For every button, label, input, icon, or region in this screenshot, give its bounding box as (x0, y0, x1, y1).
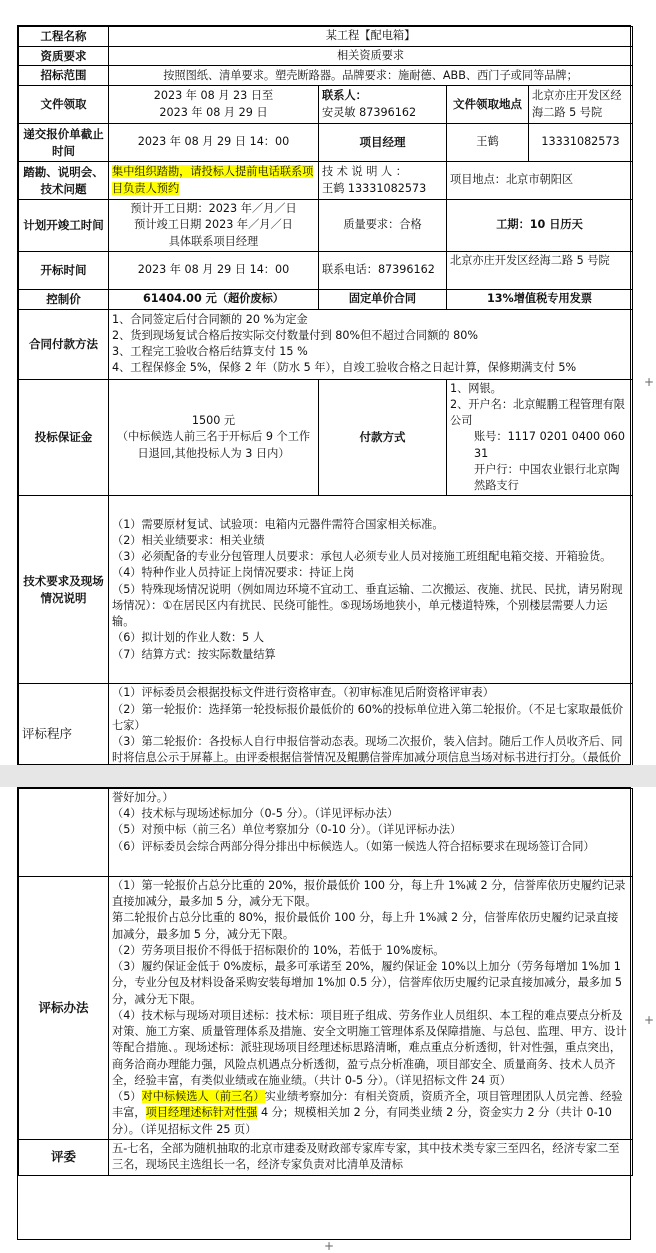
docs-contact-label: 联系人： (322, 89, 367, 103)
survey-value: 集中组织踏勘，请投标人提前电话联系项目负责人预约 (112, 165, 314, 195)
project-label: 工程名称 (19, 27, 109, 47)
add-row-icon[interactable]: + (643, 1013, 655, 1027)
tax-invoice: 13%增值税专用发票 (447, 290, 633, 310)
row-committee (19, 1139, 633, 1175)
document-page-1 (17, 25, 631, 765)
tech-items (109, 496, 633, 684)
scope-value: 按照图纸、清单要求。塑壳断路器。品牌要求：施耐德、ABB、西门子或同等品牌； (109, 66, 633, 86)
committee-value: 五-七名，全部为随机抽取的北京市建委及财政部专家库专家，其中技术类专家三至四名，经济专家二至三名，现场民主选组长一名，经济专家负责对比清单及清标 (109, 1139, 633, 1175)
docs-date-line2: 2023 年 08 月 29 日 (159, 105, 268, 119)
schedule-note: 具体联系项目经理 (168, 234, 259, 248)
docs-label: 文件领取 (19, 86, 109, 124)
quality-requirement: 质量要求：合格 (319, 200, 447, 252)
opening-phone: 联系电话：87396162 (319, 252, 447, 290)
docs-date-line1: 2023 年 08 月 23 日至 (153, 89, 274, 103)
method-item: （1）第一轮报价占总分比重的 20%，报价最低价 100 分，每上升 1%减 2 分，信誉库依历史履约记录直接加减分，最多加 5 分，减分无下限。 (112, 879, 626, 909)
method-5-prefix: （5） (112, 1090, 142, 1104)
qualification-label: 资质要求 (19, 46, 109, 66)
procedure-label: 评标程序 (19, 684, 109, 784)
tech-item: （5）特殊现场情况说明（例如周边环境不宜动工、垂直运输、二次搬运、夜施、扰民、民扰，请另附现场情况）：①在居民区内有扰民、民绕可能性。⑤现场场地狭小，单元楼道特殊，个别楼层需要人力运输。 (112, 582, 623, 629)
payment-item: 4、工程保修金 5%，保修 2 年（防水 5 年），自竣工验收合格之日起计算，保修期满支付 5% (112, 361, 577, 375)
add-row-icon[interactable]: + (323, 1239, 335, 1253)
method-5-text: 实业绩考察加分：有相关资质，资质齐全，项目管理团队人员完善、经验丰富， (112, 1090, 623, 1120)
method-5-tail: 4 分；规模相关加 2 分，有同类业绩 2 分，资金实力 2 分（共计 0-10 分）。（详见招标文件 25 页） (112, 1106, 612, 1136)
payment-item: 3、工程完工验收合格后结算支付 15 % (112, 345, 308, 359)
docs-place-label: 文件领取地点 (447, 86, 529, 124)
docs-place-value: 北京亦庄开发区经海二路 5 号院 (529, 86, 633, 124)
procedure-item: （4）技术标与现场述标加分（0-5 分）。（详见评标办法） (112, 807, 399, 821)
row-qualification (19, 46, 633, 66)
row-price (19, 290, 633, 310)
method-item: （4）技术标与现场对项目述标：技术标：项目班子组成、劳务作业人员组织、本工程的难点要点分析及对策、施工方案、质量管理体系及措施、安全文明施工管理体系及保障措施、与总包、监理、甲方、设计等配合措施、。现场述标：派驻现场项目经理述标思路清晰，难点重点分析透彻，针对性强，重点突出，商务洽商办理能力强，风险点机遇点分析透彻，盈亏点分析准确，项目部安全、质量商务、技术人员齐全，经验丰富，有类似业绩或在施业绩。（共计 0-5 分）。（详见招标文件 24 页） (112, 1008, 627, 1087)
contract-type: 固定单价合同 (319, 290, 447, 310)
bond-method-3: 账号：1117 0201 0400 06031 (474, 430, 625, 460)
tech-item: （2）相关业绩要求：相关业绩 (112, 534, 265, 547)
opening-value: 2023 年 08 月 29 日 14：00 (109, 252, 319, 290)
row-docs (19, 86, 633, 124)
tech-label: 技术要求及现场情况说明 (19, 496, 109, 684)
tech-item: （6）拟计划的作业人数：5 人 (112, 631, 265, 645)
tech-contact (319, 162, 447, 200)
row-survey (19, 162, 633, 200)
method-5-highlight-2: 项目经理述标针对性强 (145, 1106, 258, 1120)
payment-item: 1、合同签定后付合同额的 20 %为定金 (112, 312, 308, 326)
procedure-item: （3）第二轮报价：各投标人自行申报信誉动态表。现场二次报价，装入信封。随后工作人员收齐后、同时将信息公示于屏幕上。由评委根据信誉情况及鲲鹏信誉库加减分项信息当场对标书进行打分。（最低价 (112, 735, 623, 765)
procedure-item: 誉好加分。） (112, 791, 174, 804)
method-item: （2）劳务项目报价不得低于招标限价的 10%，若低于 10%废标。 (112, 943, 445, 957)
tech-item: （1）需要原材复试、试验项：电箱内元器件需符合国家相关标准。 (112, 517, 444, 531)
row-bond (19, 379, 633, 496)
docs-contact (319, 86, 447, 124)
add-row-icon[interactable]: + (643, 375, 655, 389)
row-procedure-cont (19, 789, 633, 877)
page-break (0, 765, 656, 787)
bid-info-table-continued (18, 788, 633, 1176)
method-items (109, 877, 633, 1140)
method-label: 评标办法 (19, 877, 109, 1140)
scope-label: 招标范围 (19, 66, 109, 86)
pm-label: 项目经理 (319, 124, 447, 162)
document-page-2 (17, 787, 631, 1240)
tech-contact-value: 王鹤 13331082573 (322, 181, 427, 195)
survey-label: 踏勘、说明会、技术问题 (19, 162, 109, 200)
method-item: （3）履约保证金低于 0%废标，最多可承诺至 20%，履约保证金 10%以上加分（劳务每增加 1%加 1 分，专业分包及材料设备采购安装每增加 1%加 0.5 分），信誉库依历史履约记录直接加减分，最多加 5 分，减分无下限。 (112, 960, 622, 1006)
pm-phone: 13331082573 (529, 124, 633, 162)
opening-place: 北京亦庄开发区经海二路 5 号院 (447, 252, 633, 290)
row-method (19, 877, 633, 1140)
price-label: 控制价 (19, 290, 109, 310)
deadline-label: 递交报价单截止时间 (19, 124, 109, 162)
bond-method-4: 开户行：中国农业银行北京陶然路支行 (474, 462, 620, 493)
procedure-item: （2）第一轮报价：选择第一轮投标报价最低价的 60%的投标单位进入第二轮报价。（不足七家取最低价七家） (112, 702, 624, 732)
schedule-end: 预计竣工日期 2023 年／月／日 (134, 218, 293, 232)
procedure-item: （1）评标委员会根据投标文件进行资格审查。（初审标准见后附资格评审表） (112, 686, 494, 700)
tech-item: （7）结算方式：按实际数量结算 (112, 647, 276, 661)
method-item-5 (112, 1089, 629, 1138)
price-value: 61404.00 元（超价废标） (109, 290, 319, 310)
row-deadline (19, 124, 633, 162)
procedure-cont-items (109, 789, 633, 877)
payment-item: 2、货到现场复试合格后按实际交付数量付到 80%但不超过合同额的 80% (112, 328, 479, 342)
bond-method-label: 付款方式 (319, 379, 447, 496)
opening-label: 开标时间 (19, 252, 109, 290)
row-scope (19, 66, 633, 86)
procedure-item: （6）评标委员会综合两部分得分排出中标候选人。（如第一候选人符合招标要求在现场签订合同） (112, 839, 595, 853)
bond-amount-cell (109, 379, 319, 496)
row-tech (19, 496, 633, 684)
payment-label: 合同付款方法 (19, 309, 109, 379)
row-project (19, 27, 633, 47)
tech-contact-label: 技 术 说 明 人 ： (322, 165, 407, 179)
procedure-item: （5）对预中标（前三名）单位考察加分（0-10 分）。（详见评标办法） (112, 823, 462, 837)
committee-label: 评委 (19, 1139, 109, 1175)
bond-label: 投标保证金 (19, 379, 109, 496)
project-site: 项目地点：北京市朝阳区 (447, 162, 633, 200)
qualification-value: 相关资质要求 (109, 46, 633, 66)
payment-items (109, 309, 633, 379)
schedule-dates (109, 200, 319, 252)
tech-item: （3）必须配备的专业分包管理人员要求：承包人必须专业人员对接施工班组配电箱交接、开箱验货。 (112, 550, 612, 564)
row-payment (19, 309, 633, 379)
method-item: 第二轮报价占总分比重的 80%，报价最低价 100 分，每上升 1%减 2 分，信誉库依历史履约记录直接加减分，最多加 5 分，减分无下限。 (112, 911, 619, 941)
bond-amount: 1500 元 (191, 414, 236, 428)
schedule-start: 预计开工日期：2023 年／月／日 (130, 202, 297, 216)
docs-contact-value: 安灵敏 87396162 (322, 105, 417, 119)
tech-item: （4）特种作业人员持证上岗情况要求：持证上岗 (112, 566, 355, 580)
row-opening (19, 252, 633, 290)
bond-method-2: 2、开户名：北京鲲鹏工程管理有限公司 (450, 397, 625, 428)
bond-method-1: 1、网银。 (450, 381, 502, 395)
bid-info-table (18, 26, 633, 785)
survey-cell (109, 162, 319, 200)
bond-method (447, 379, 633, 496)
deadline-value: 2023 年 08 月 29 日 14：00 (109, 124, 319, 162)
docs-date (109, 86, 319, 124)
construction-period: 工期：10 日历天 (447, 200, 633, 252)
pm-name: 王鹤 (447, 124, 529, 162)
bond-note: （中标候选人前三名于开标后 9 个工作日退回,其他投标人为 3 日内） (116, 430, 311, 460)
schedule-label: 计划开竣工时间 (19, 200, 109, 252)
method-5-highlight-1: 对中标候选人（前三名） (141, 1090, 265, 1104)
row-schedule (19, 200, 633, 252)
procedure-label-cont (19, 789, 109, 877)
project-value: 某工程【配电箱】 (109, 27, 633, 47)
